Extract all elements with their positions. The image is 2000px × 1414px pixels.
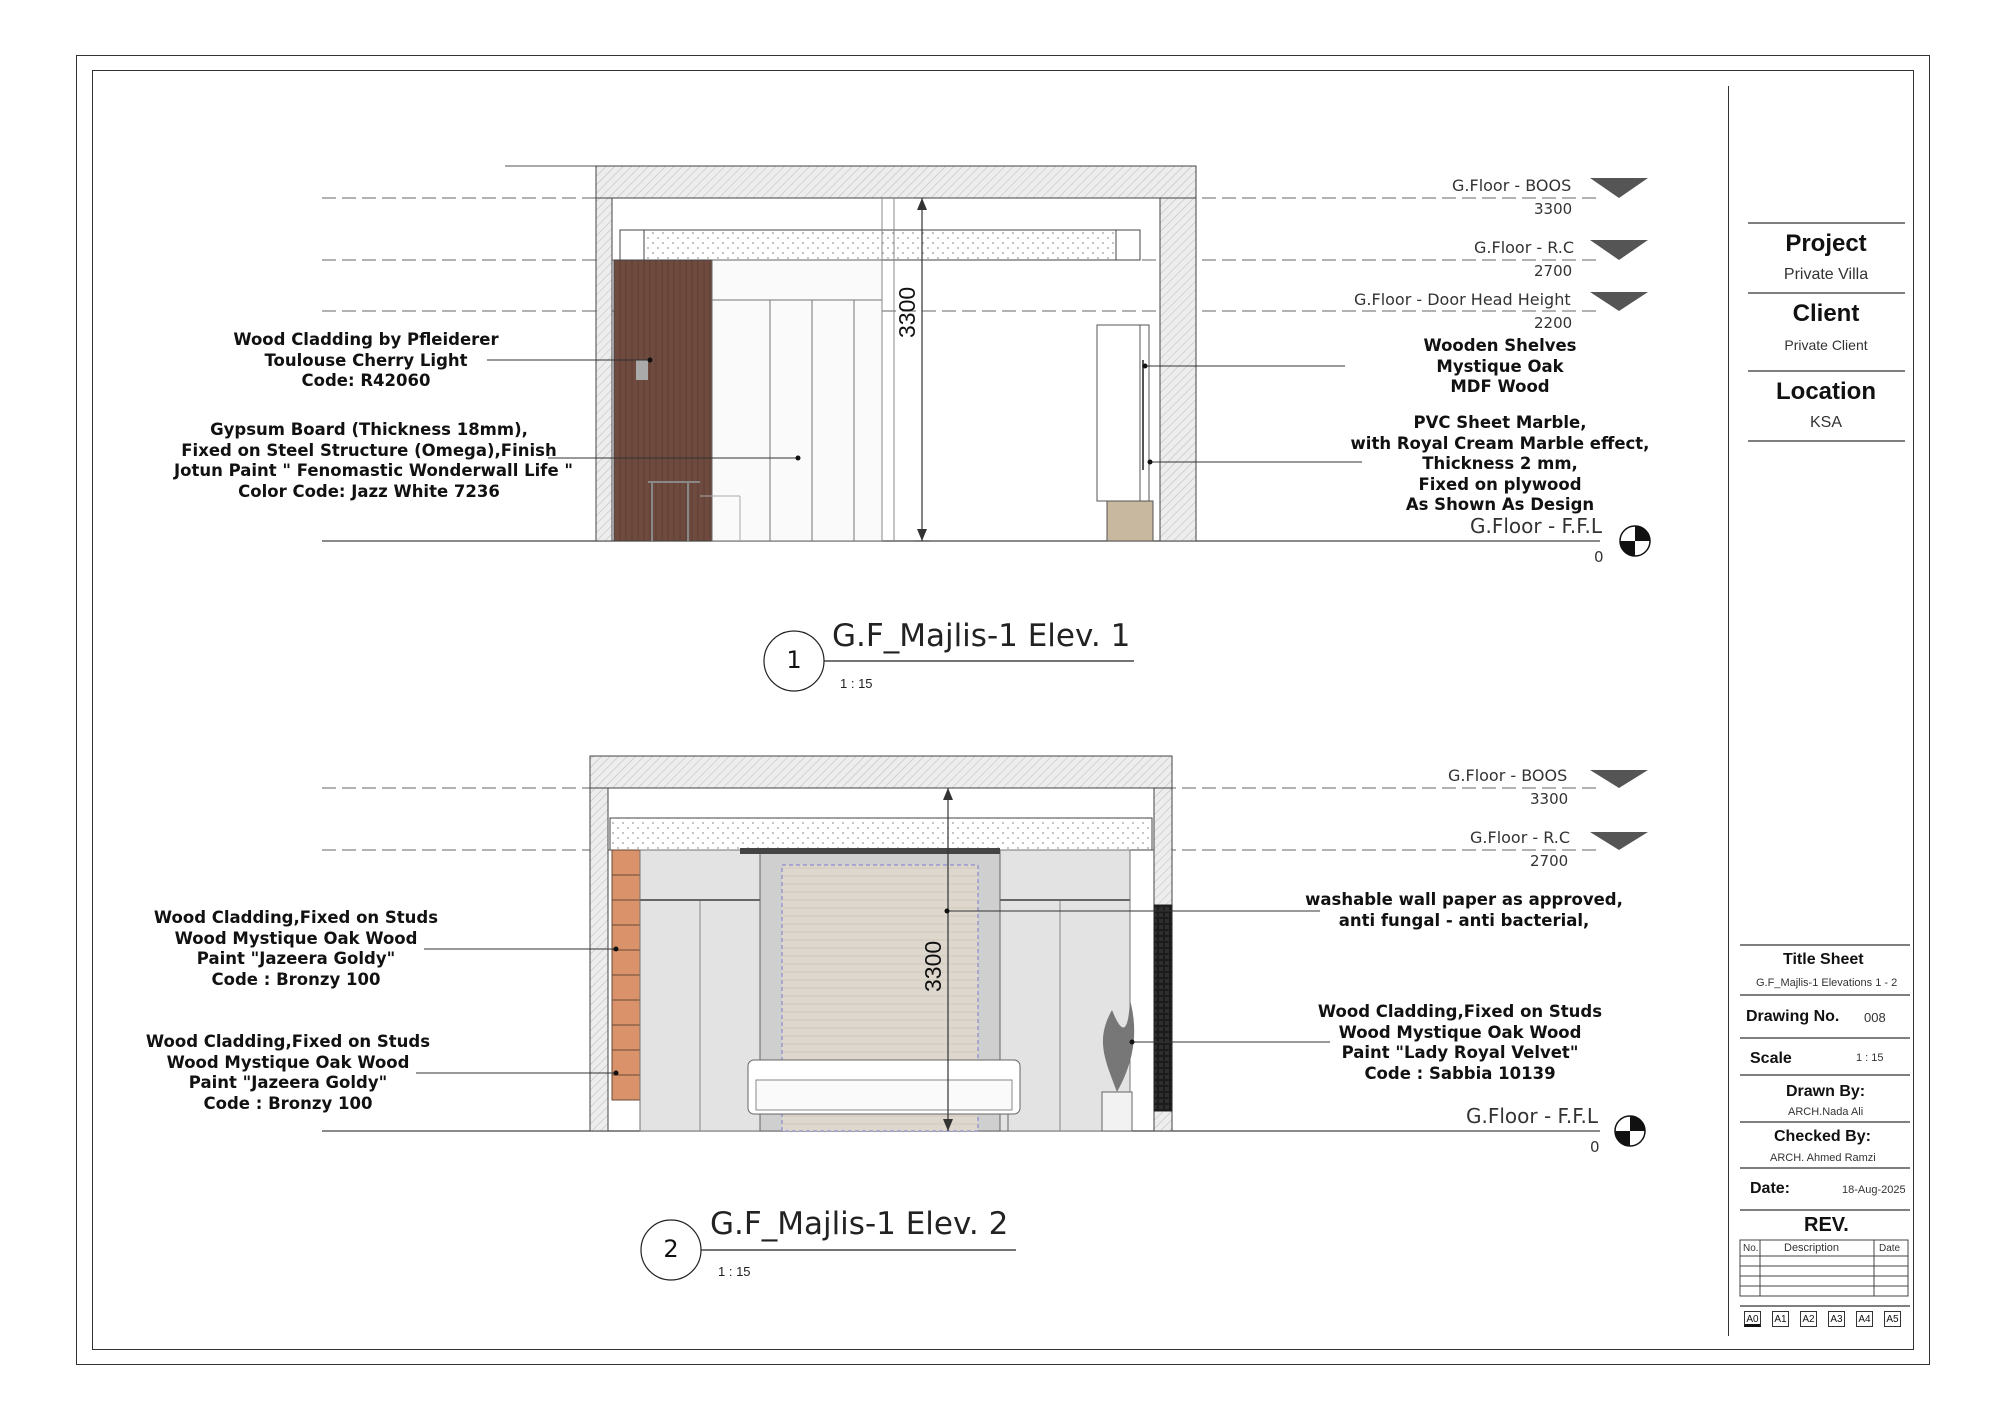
drawing-no-label: Drawing No. — [1746, 1008, 1840, 1025]
elev1-note-gypsum-board: Gypsum Board (Thickness 18mm), Fixed on Steel Structure (Omega),Finish Jotun Paint " Fenomastic Wonderwall Life " Color Code: Jazz White 7236 — [174, 420, 573, 501]
elev1-view-title: G.F_Majlis-1 Elev. 1 — [832, 618, 1131, 654]
rev-header-description: Description — [1784, 1242, 1840, 1254]
scale-value: 1 : 15 — [1856, 1052, 1884, 1064]
drawing-no-value: 008 — [1864, 1010, 1886, 1025]
elev1-view-number: 1 — [786, 646, 802, 674]
rev-header-no: No. — [1743, 1243, 1759, 1254]
elev2-note-wood-cladding-upper: Wood Cladding,Fixed on Studs Wood Mystique Oak Wood Paint "Jazeera Goldy" Code : Bronzy 100 — [153, 908, 439, 989]
location-value: KSA — [1809, 414, 1842, 431]
date-label: Date: — [1750, 1180, 1791, 1197]
client-value: Private Client — [1784, 337, 1868, 353]
date-value: 18-Aug-2025 — [1842, 1184, 1906, 1196]
elev1-note-pvc-sheet: PVC Sheet Marble, with Royal Cream Marble effect, Thickness 2 mm, Fixed on plywood As Shown As Design — [1350, 413, 1650, 514]
project-label: Project — [1785, 230, 1867, 257]
sheet-size-a5[interactable]: A5 — [1884, 1311, 1901, 1327]
checked-by-value: ARCH. Ahmed Ramzi — [1770, 1152, 1876, 1164]
location-label: Location — [1776, 378, 1876, 405]
elev2-view-number: 2 — [663, 1235, 679, 1263]
elev2-height-dimension: 3300 — [920, 940, 946, 992]
project-value: Private Villa — [1783, 266, 1869, 283]
elev1-height-dimension: 3300 — [894, 286, 920, 338]
elev1-level-boos: G.Floor - BOOS — [1452, 176, 1572, 195]
elev2-level-rc: G.Floor - R.C — [1470, 828, 1571, 847]
elev2-ffl-value: 0 — [1590, 1138, 1600, 1156]
elev1-note-wood-cladding: Wood Cladding by Pfleiderer Toulouse Cherry Light Code: R42060 — [233, 330, 499, 390]
scale-label: Scale — [1750, 1050, 1792, 1067]
elev2-level-boos: G.Floor - BOOS — [1448, 766, 1568, 785]
rev-label: REV. — [1804, 1214, 1849, 1236]
client-label: Client — [1792, 300, 1860, 327]
sheet-size-a3[interactable]: A3 — [1828, 1311, 1845, 1327]
elev2-level-boos-value: 3300 — [1530, 790, 1569, 808]
drawn-by-label: Drawn By: — [1786, 1083, 1866, 1100]
elev1-level-door-head: G.Floor - Door Head Height — [1354, 290, 1571, 309]
elev2-view-scale: 1 : 15 — [718, 1264, 751, 1279]
rev-header-date: Date — [1879, 1243, 1901, 1254]
title-sheet-label: Title Sheet — [1783, 951, 1864, 968]
elev1-view-scale: 1 : 15 — [840, 676, 873, 691]
elev2-view-title: G.F_Majlis-1 Elev. 2 — [710, 1206, 1009, 1242]
elev1-level-rc: G.Floor - R.C — [1474, 238, 1575, 257]
elev2-note-wood-cladding-right: Wood Cladding,Fixed on Studs Wood Mystique Oak Wood Paint "Lady Royal Velvet" Code : Sabbia 10139 — [1317, 1002, 1603, 1083]
sheet-size-a2[interactable]: A2 — [1800, 1311, 1817, 1327]
elev2-level-rc-value: 2700 — [1530, 852, 1569, 870]
elev1-level-boos-value: 3300 — [1534, 200, 1573, 218]
elev2-ffl-label: G.Floor - F.F.L — [1466, 1104, 1598, 1128]
drawn-by-value: ARCH.Nada Ali — [1788, 1106, 1864, 1118]
elev1-ffl-label: G.Floor - F.F.L — [1470, 514, 1602, 538]
sheet-size-a0[interactable]: A0 — [1744, 1311, 1761, 1327]
elev2-note-wood-cladding-lower: Wood Cladding,Fixed on Studs Wood Mystique Oak Wood Paint "Jazeera Goldy" Code : Bronzy 100 — [145, 1032, 431, 1113]
checked-by-label: Checked By: — [1774, 1128, 1871, 1145]
sheet-size-a1[interactable]: A1 — [1772, 1311, 1789, 1327]
title-sheet-value: G.F_Majlis-1 Elevations 1 - 2 — [1756, 977, 1898, 989]
elev1-ffl-value: 0 — [1594, 548, 1604, 566]
elev1-note-wooden-shelves: Wooden Shelves Mystique Oak MDF Wood — [1423, 336, 1577, 396]
elev1-level-rc-value: 2700 — [1534, 262, 1573, 280]
sheet-size-a4[interactable]: A4 — [1856, 1311, 1873, 1327]
elev2-note-wallpaper: washable wall paper as approved, anti fungal - anti bacterial, — [1305, 890, 1623, 930]
elev1-level-door-head-value: 2200 — [1534, 314, 1573, 332]
